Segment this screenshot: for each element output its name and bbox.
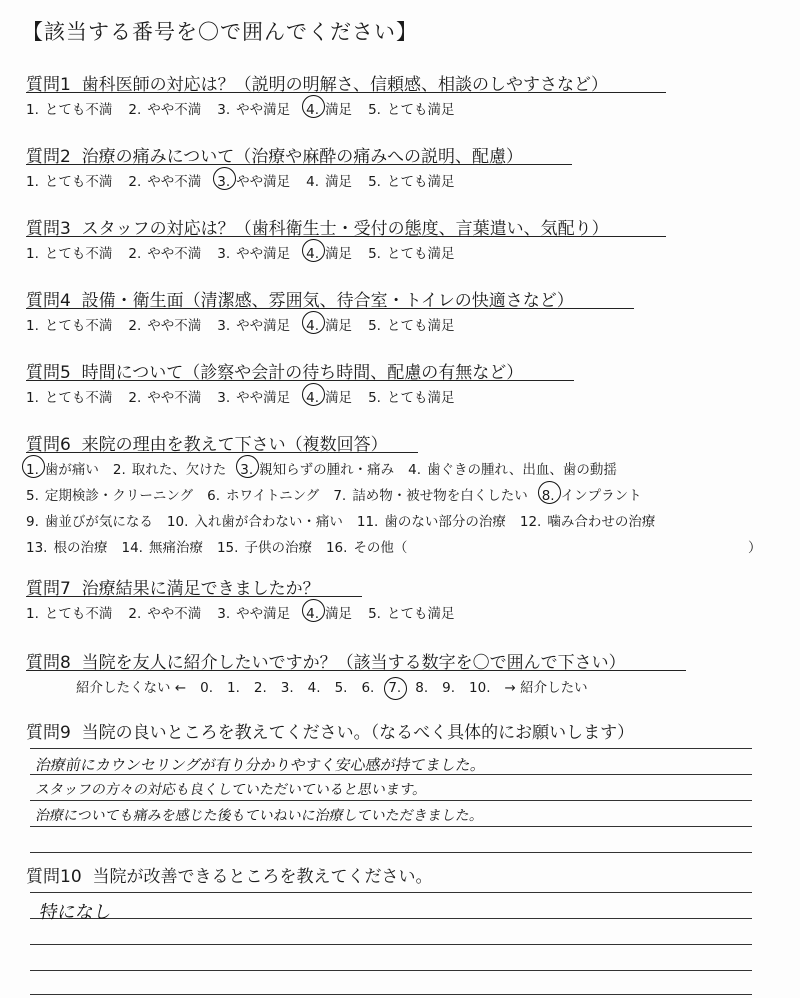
q1-option-2[interactable]: 2. やや不満 — [128, 102, 202, 118]
option-label: やや満足 — [236, 246, 291, 262]
q4-text: 設備・衛生面（清潔感、雰囲気、待合室・トイレの快適さなど） — [81, 291, 574, 311]
writing-line — [30, 944, 752, 945]
option-label: 満足 — [325, 102, 353, 118]
q4-label: 質問4 — [26, 291, 71, 311]
q8-score-3[interactable]: 3. — [280, 680, 294, 696]
option-label: やや満足 — [236, 102, 291, 118]
q5-option-5[interactable]: 5. とても満足 — [368, 390, 455, 406]
option-label: とても不満 — [44, 102, 113, 118]
option-label: やや不満 — [147, 318, 202, 334]
q5-option-1[interactable]: 1. とても不満 — [26, 390, 113, 406]
q3-options — [26, 242, 470, 262]
q8-score-9[interactable]: 9. — [442, 680, 456, 696]
q5-label: 質問5 — [26, 363, 71, 383]
q7-options — [26, 602, 470, 622]
q6-option-5[interactable]: 5. 定期検診・クリーニング — [26, 488, 194, 504]
q8-score-10[interactable]: 10. — [469, 680, 491, 696]
q4-option-3[interactable]: 3. やや満足 — [217, 318, 291, 334]
option-label: 満足 — [325, 606, 353, 622]
option-label: やや満足 — [236, 318, 291, 334]
q6-option-11[interactable]: 11. 歯のない部分の治療 — [356, 514, 506, 530]
q1-option-3[interactable]: 3. やや満足 — [217, 102, 291, 118]
q6-option-6[interactable]: 6. ホワイトニング — [207, 488, 320, 504]
writing-line — [30, 970, 752, 971]
q8-score-0[interactable]: 0. — [200, 680, 213, 696]
option-label: やや満足 — [236, 390, 291, 406]
q6-option-1[interactable]: 1. 歯が痛い — [26, 458, 99, 478]
q8-score-6[interactable]: 6. — [361, 680, 375, 696]
q7-option-5[interactable]: 5. とても満足 — [368, 606, 455, 622]
q5-option-3[interactable]: 3. やや満足 — [217, 390, 291, 406]
q8-score-1[interactable]: 1. — [227, 680, 240, 696]
q8-score-2[interactable]: 2. — [253, 680, 267, 696]
q6-option-3[interactable]: 3. 親知らずの腫れ・痛み — [240, 458, 394, 478]
q3-option-5[interactable]: 5. とても満足 — [368, 246, 455, 262]
option-label: やや不満 — [147, 102, 202, 118]
q2-option-5[interactable]: 5. とても満足 — [368, 174, 455, 190]
q6-option-7[interactable]: 7. 詰め物・被せ物を白くしたい — [333, 488, 528, 504]
writing-line — [30, 852, 752, 853]
q5-options — [26, 386, 470, 406]
q1-option-1[interactable]: 1. とても不満 — [26, 102, 113, 118]
q8-text: 当院を友人に紹介したいですか？（該当する数字を〇で囲んで下さい） — [81, 653, 626, 673]
q8-underline — [26, 670, 686, 671]
option-label: とても不満 — [44, 246, 113, 262]
q4-options — [26, 314, 470, 334]
q8-right-label: → 紹介したい — [504, 680, 588, 696]
q5-text: 時間について（診察や会計の待ち時間、配慮の有無など） — [81, 363, 524, 383]
option-label: とても満足 — [386, 174, 455, 190]
q7-text: 治療結果に満足できましたか？ — [81, 579, 320, 599]
option-label: とても満足 — [386, 606, 455, 622]
writing-line — [30, 892, 752, 893]
q3-label: 質問3 — [26, 219, 71, 239]
option-label: その他（ — [353, 540, 408, 556]
q5-option-4[interactable]: 4. 満足 — [306, 386, 352, 406]
q6-text: 来院の理由を教えて下さい（複数回答） — [81, 435, 388, 455]
q9-text: 当院の良いところを教えてください。（なるべく具体的にお願いします） — [81, 723, 635, 743]
q6-underline — [26, 452, 418, 453]
q7-option-1[interactable]: 1. とても不満 — [26, 606, 113, 622]
q2-option-4[interactable]: 4. 満足 — [306, 174, 353, 190]
q6-option-4[interactable]: 4. 歯ぐきの腫れ、出血、歯の動揺 — [408, 462, 617, 478]
option-label: やや不満 — [147, 174, 202, 190]
option-label: やや満足 — [236, 606, 291, 622]
option-label: やや不満 — [147, 246, 202, 262]
q7-option-4[interactable]: 4. 満足 — [306, 602, 352, 622]
q7-underline — [26, 596, 362, 597]
q6-option-row — [26, 510, 669, 530]
q4-option-5[interactable]: 5. とても満足 — [368, 318, 455, 334]
q6-option-16[interactable]: 16. その他（ — [325, 540, 408, 556]
q8-label: 質問8 — [26, 653, 71, 673]
q1-underline — [26, 92, 666, 93]
q1-option-5[interactable]: 5. とても満足 — [368, 102, 455, 118]
q5-underline — [26, 380, 574, 381]
q4-option-4[interactable]: 4. 満足 — [306, 314, 352, 334]
q3-option-1[interactable]: 1. とても不満 — [26, 246, 113, 262]
option-label: やや不満 — [147, 390, 202, 406]
option-label: とても満足 — [386, 318, 455, 334]
option-label: 満足 — [325, 246, 353, 262]
option-label: とても不満 — [44, 174, 113, 190]
q8-scale — [76, 676, 602, 696]
option-label: 根の治療 — [53, 540, 108, 556]
q2-options — [26, 170, 470, 190]
option-label: ホワイトニング — [226, 488, 320, 504]
option-label: やや不満 — [147, 606, 202, 622]
q8-left-label: 紹介したくない ← — [76, 680, 187, 696]
q2-text: 治療の痛みについて（治療や麻酔の痛みへの説明、配慮） — [81, 147, 523, 167]
option-label: 満足 — [325, 318, 353, 334]
q8-score-5[interactable]: 5. — [334, 680, 348, 696]
q8-score-8[interactable]: 8. — [415, 680, 429, 696]
q7-option-2[interactable]: 2. やや不満 — [128, 606, 202, 622]
option-label: とても満足 — [386, 102, 455, 118]
q9-answer-3: 治療についても痛みを感じた後もていねいに治療していただきました。 — [34, 808, 485, 824]
writing-line — [30, 826, 752, 827]
q10-answer-1: 特になし — [37, 902, 114, 923]
q6-option-row — [26, 484, 656, 504]
option-label: とても満足 — [386, 246, 455, 262]
q5-option-2[interactable]: 2. やや不満 — [128, 390, 202, 406]
option-label: 定期検診・クリーニング — [44, 488, 194, 504]
q3-option-2[interactable]: 2. やや不満 — [128, 246, 202, 262]
q6-option-9[interactable]: 9. 歯並びが気になる — [26, 514, 153, 530]
option-label: とても不満 — [44, 606, 113, 622]
q6-option-13[interactable]: 13. 根の治療 — [26, 540, 108, 556]
q4-underline — [26, 308, 634, 309]
q9-heading — [26, 718, 634, 743]
q10-heading — [26, 862, 432, 887]
q3-text: スタッフの対応は？（歯科衛生士・受付の態度、言葉遣い、気配り） — [81, 219, 609, 239]
option-label: 詰め物・被せ物を白くしたい — [352, 488, 528, 504]
q3-underline — [26, 236, 666, 237]
q6-option-8[interactable]: 8. インプラント — [542, 484, 642, 504]
q7-label: 質問7 — [26, 579, 71, 599]
q6-option-2[interactable]: 2. 取れた、欠けた — [112, 462, 227, 478]
q2-underline — [26, 164, 572, 165]
q9-label: 質問9 — [26, 723, 71, 743]
q9-answer-1: 治療前にカウンセリングが有り分かりやすく安心感が持てました。 — [34, 756, 488, 774]
writing-line — [30, 800, 752, 801]
q9-answer-2: スタッフの方々の対応も良くしていただいていると思います。 — [34, 782, 429, 798]
option-label: 子供の治療 — [244, 540, 312, 556]
writing-line — [30, 994, 752, 995]
q4-option-2[interactable]: 2. やや不満 — [128, 318, 202, 334]
option-label: 入れ歯が合わない・痛い — [194, 514, 343, 530]
q10-text: 当院が改善できるところを教えてください。 — [92, 867, 433, 887]
q2-option-1[interactable]: 1. とても不満 — [26, 174, 113, 190]
writing-line — [30, 748, 752, 749]
q1-option-4[interactable]: 4. 満足 — [306, 98, 352, 118]
q2-label: 質問2 — [26, 147, 71, 167]
q6-option-10[interactable]: 10. 入れ歯が合わない・痛い — [166, 514, 343, 530]
option-label: とても不満 — [44, 390, 113, 406]
q8-score-7[interactable]: 7. — [388, 680, 402, 696]
q1-text: 歯科医師の対応は？（説明の明解さ、信頼感、相談のしやすさなど） — [81, 75, 608, 95]
option-label: 噛み合わせの治療 — [547, 514, 656, 530]
q6-other-close: ） — [748, 540, 762, 556]
option-label: 歯が痛い — [44, 462, 99, 478]
option-label: 歯のない部分の治療 — [384, 514, 506, 530]
option-label: 親知らずの腫れ・痛み — [259, 462, 395, 478]
q6-option-row — [26, 458, 631, 478]
q1-options — [26, 98, 470, 118]
option-label: 歯ぐきの腫れ、出血、歯の動揺 — [427, 462, 617, 478]
q2-option-2[interactable]: 2. やや不満 — [128, 174, 202, 190]
q6-option-15[interactable]: 15. 子供の治療 — [216, 540, 312, 556]
writing-line — [30, 918, 752, 919]
option-label: 取れた、欠けた — [131, 462, 227, 478]
option-label: 無痛治療 — [148, 540, 203, 556]
q6-option-14[interactable]: 14. 無痛治療 — [121, 540, 203, 556]
option-label: とても不満 — [44, 318, 113, 334]
q8-score-4[interactable]: 4. — [307, 680, 321, 696]
option-label: とても満足 — [386, 390, 455, 406]
q3-option-3[interactable]: 3. やや満足 — [217, 246, 291, 262]
q4-option-1[interactable]: 1. とても不満 — [26, 318, 113, 334]
option-label: 満足 — [325, 174, 353, 190]
q2-option-3[interactable]: 3. やや満足 — [217, 170, 290, 190]
option-label: 満足 — [325, 390, 353, 406]
q3-option-4[interactable]: 4. 満足 — [306, 242, 352, 262]
q1-label: 質問1 — [26, 75, 71, 95]
q6-option-12[interactable]: 12. 噛み合わせの治療 — [519, 514, 656, 530]
q6-option-row — [26, 536, 421, 556]
q10-label: 質問10 — [26, 867, 82, 887]
option-label: インプラント — [560, 488, 642, 504]
q6-label: 質問6 — [26, 435, 71, 455]
option-label: 歯並びが気になる — [44, 514, 153, 530]
option-label: やや満足 — [236, 174, 291, 190]
page-title: 【該当する番号を〇で囲んでください】 — [22, 20, 418, 44]
q7-option-3[interactable]: 3. やや満足 — [217, 606, 291, 622]
